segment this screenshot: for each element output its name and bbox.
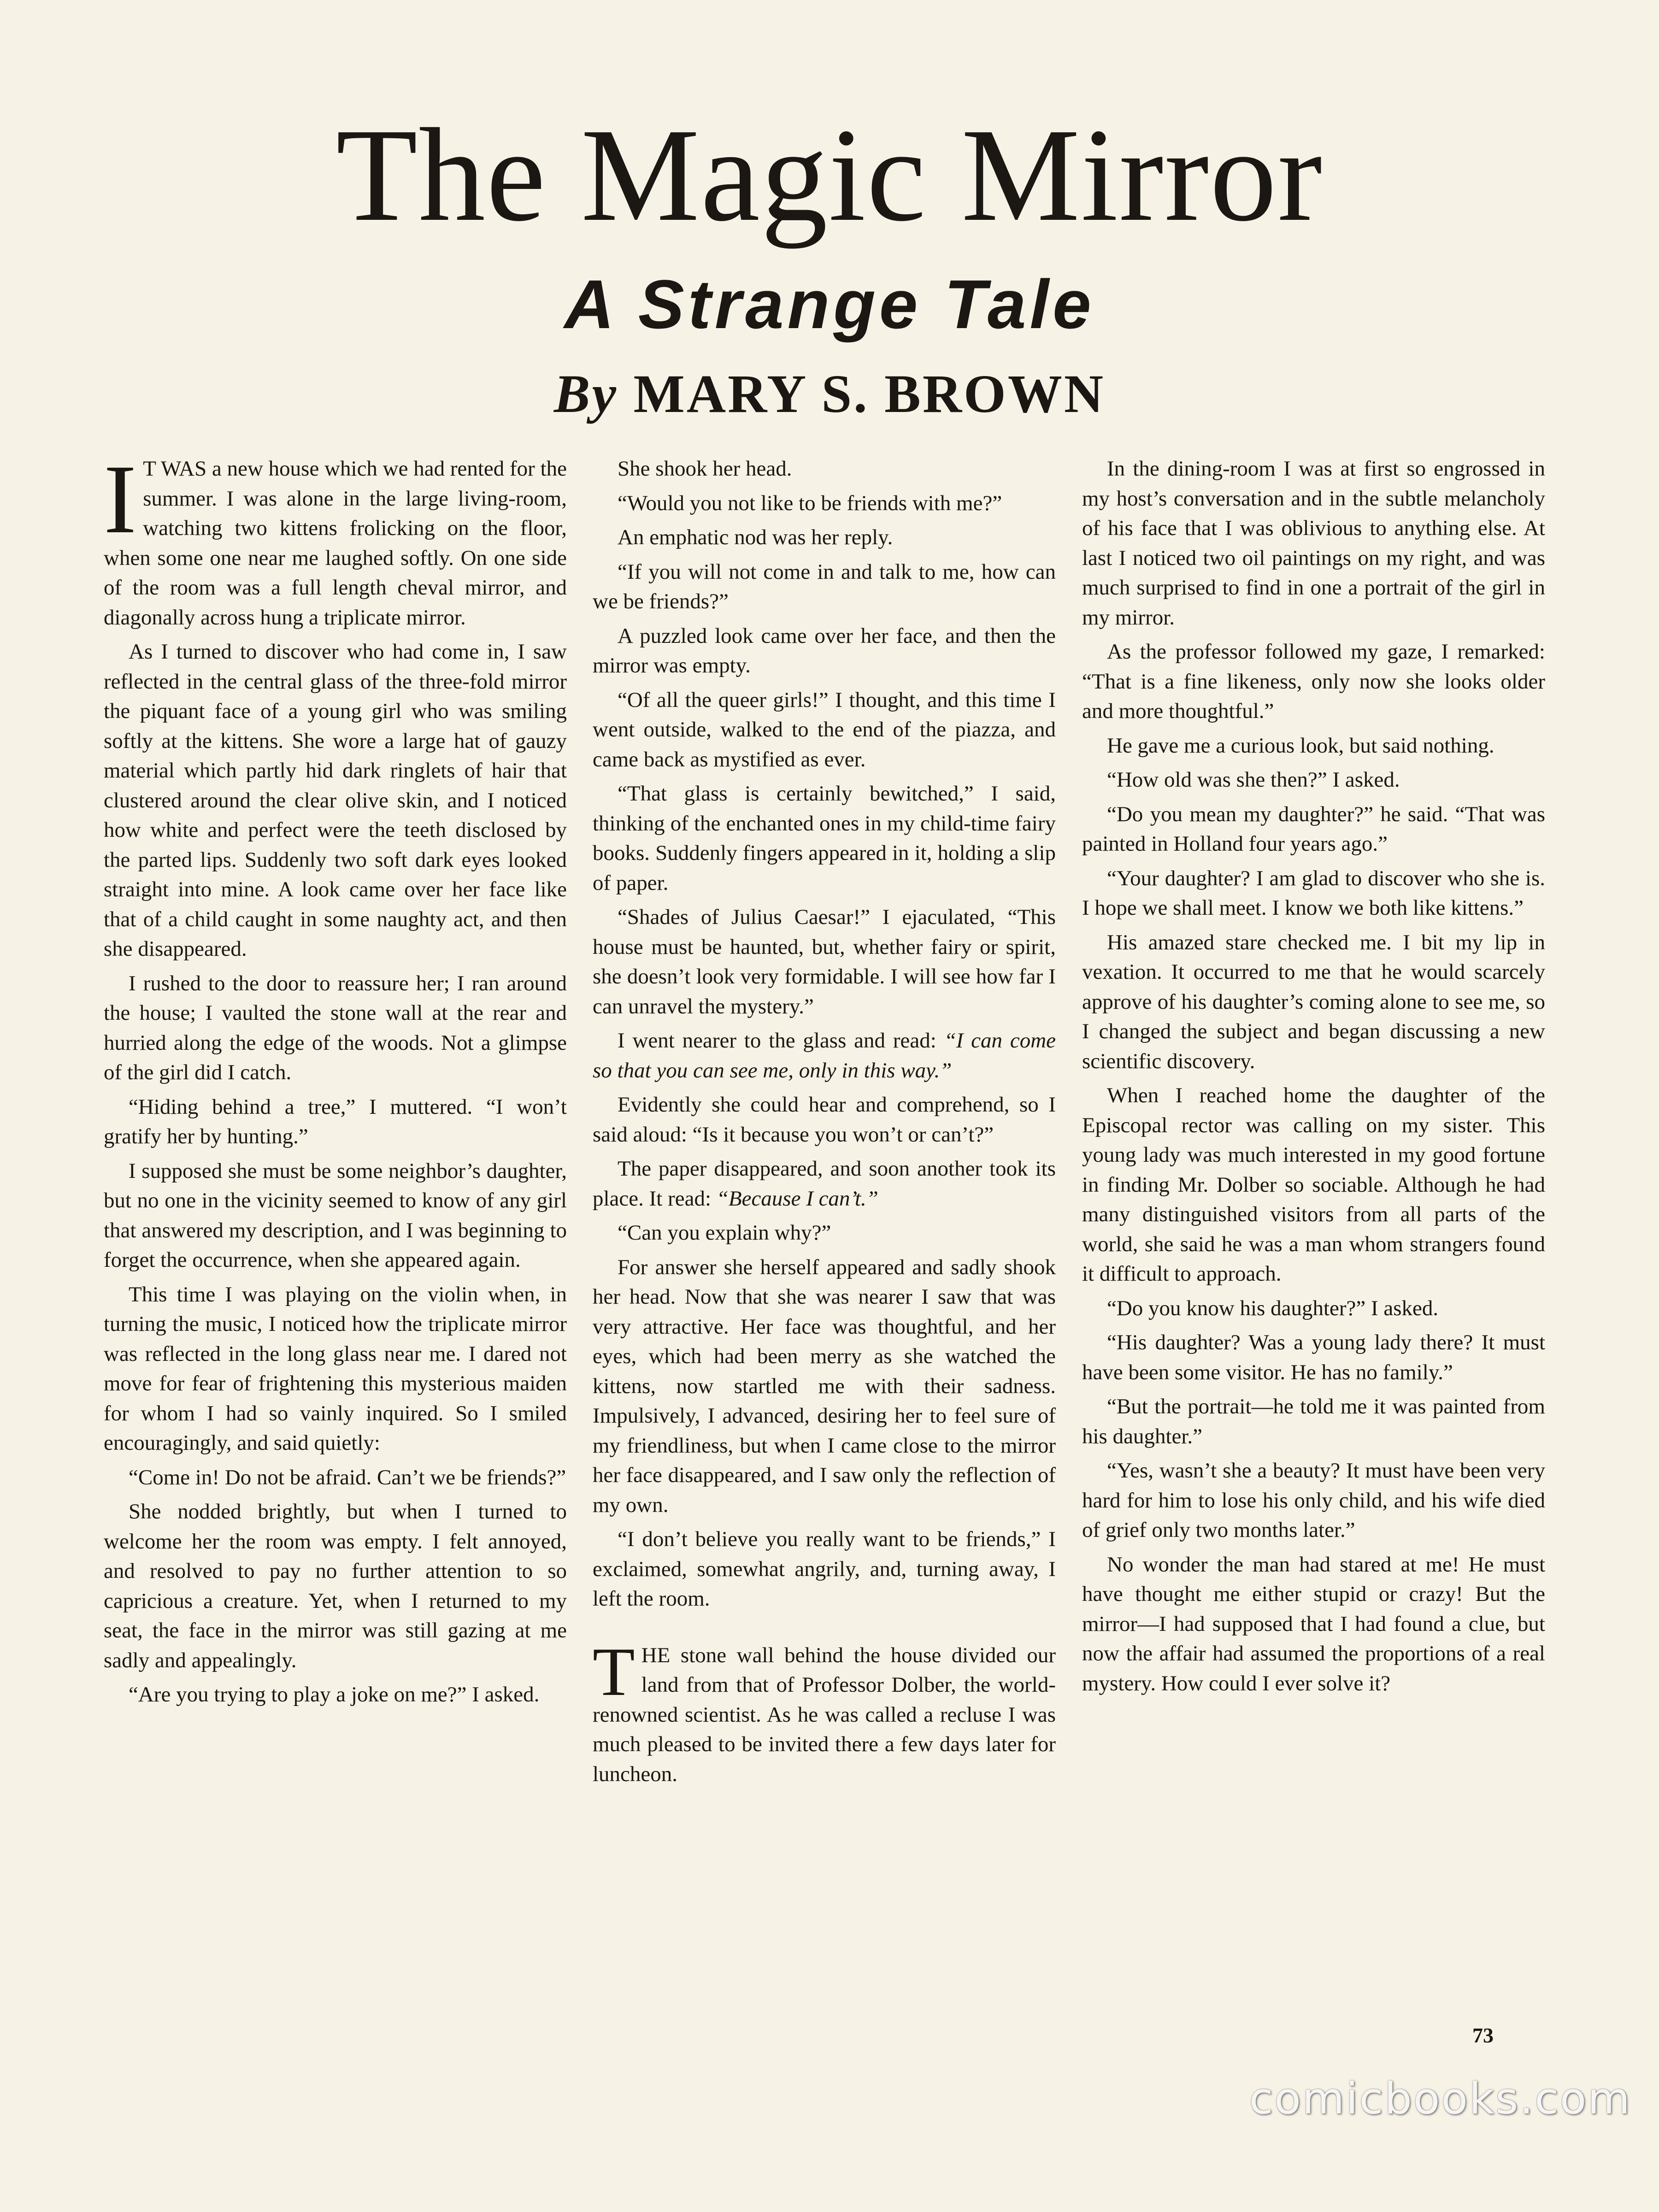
paragraph: “But the portrait—he told me it was painted from his daughter.” [1082,1394,1545,1448]
paragraph: “Are you trying to play a joke on me?” I asked. [129,1683,540,1706]
paragraph: THE stone wall behind the house divided our land from that of Professor Dolber, the world-renowned scientist. As he was called a recluse I was much pleased to be invited there a few days later for luncheon. [593,1633,1056,1786]
paragraph: As the professor followed my gaze, I remarked: “That is a fine likeness, only now she looks older and more thoughtful.” [1082,640,1545,723]
paragraph: I went nearer to the glass and read: “I can come so that you can see me, only in this way.” [593,1029,1056,1082]
paragraph: “Come in! Do not be afraid. Can’t we be friends?” [129,1465,566,1489]
paragraph: He gave me a curious look, but said nothing. [1107,733,1494,758]
italic-note: “Because I can’t.” [716,1186,878,1211]
paragraph: Evidently she could hear and comprehend, so I said aloud: “Is it because you won’t or can’t?” [593,1093,1056,1147]
story-subtitle: A Strange Tale [564,265,1095,343]
paragraph: “Hiding behind a tree,” I muttered. “I won’t gratify her by hunting.” [104,1094,567,1148]
byline [0,362,1659,426]
author-name: MARY S. BROWN [633,364,1106,424]
site-watermark: comicbooks.com [1249,2074,1631,2124]
paragraph: I T WAS a new house which we had rented for the summer. I was alone in the large living-room, watching two kittens frolicking on the floor, when some one near me laughed softly. On one side of the room was a full length cheval mirror, and diagonally across hung a triplicate mirror. [104,454,567,629]
paragraph: “Your daughter? I am glad to discover who she is. I hope we shall meet. I know we both like kittens.” [1082,866,1545,920]
paragraph: As I turned to discover who had come in, I saw reflected in the central glass of the three-fold mirror the piquant face of a young girl who was smiling softly at the kittens. She wore a large hat of gauzy material which partly hid dark ringlets of hair that clustered around the clear olive skin, and I noticed how white and perfect were the teeth disclosed by the parted lips. Suddenly two soft dark eyes looked straight into mine. A look came over her face like that of a child caught in some naughty act, and then she disappeared. [104,640,567,961]
paragraph: His amazed stare checked me. I bit my lip in vexation. It occurred to me that he would scarcely approve of his daughter’s coming alone to see me, so I changed the subject and began discussing a new scientific discovery. [1082,930,1545,1073]
story-title: The Magic Mirror [336,101,1323,249]
paragraph: “Do you mean my daughter?” he said. “That was painted in Holland four years ago.” [1082,802,1545,856]
paragraph: “Of all the queer girls!” I thought, and this time I went outside, walked to the end of the piazza, and came back as mystified as ever. [593,688,1056,771]
paragraph: A puzzled look came over her face, and then the mirror was empty. [593,624,1056,677]
paragraph: An emphatic nod was her reply. [618,525,893,549]
paragraph: “If you will not come in and talk to me, how can we be friends?” [593,559,1056,613]
paragraph: “His daughter? Was a young lady there? It must have been some visitor. He has no family.” [1082,1330,1545,1384]
text-column-1 [104,454,567,2076]
paragraph: “Yes, wasn’t she a beauty? It must have been very hard for him to lose his only child, and his wife died of grief only two months later.” [1082,1459,1545,1542]
italic-note: “I can come so that you can see me, only in this way.” [593,1029,1056,1082]
byline-prefix: By [553,364,618,424]
paragraph: This time I was playing on the violin when, in turning the music, I noticed how the triplicate mirror was reflected in the long glass near me. I dared not move for fear of frightening this mysterious maiden for whom I had so vainly inquired. So I smiled encouragingly, and said quietly: [104,1282,567,1455]
paragraph: “Can you explain why?” [618,1221,831,1245]
paragraph: I supposed she must be some neighbor’s daughter, but no one in the vicinity seemed to know of any girl that answered my description, and I was beginning to forget the occurrence, when she appeared again. [104,1159,567,1272]
paragraph: “That glass is certainly bewitched,” I said, thinking of the enchanted ones in my child-time fairy books. Suddenly fingers appeared in it, holding a slip of paper. [593,782,1056,895]
paragraph: The paper disappeared, and soon another took its place. It read: “Because I can’t.” [593,1157,1056,1211]
page-number: 73 [1472,2024,1494,2047]
paragraph: “Do you know his daughter?” I asked. [1107,1296,1439,1320]
paragraph: “I don’t believe you really want to be friends,” I exclaimed, somewhat angrily, and, turning away, I left the room. [593,1527,1056,1611]
drop-cap: T [593,1633,635,1710]
paragraph: “How old was she then?” I asked. [1107,768,1400,792]
paragraph: I rushed to the door to reassure her; I ran around the house; I vaulted the stone wall at the rear and hurried along the edge of the woods. Not a glimpse of the girl did I catch. [104,971,567,1084]
paragraph: “Would you not like to be friends with me?” [618,491,1002,515]
paragraph: She shook her head. [618,457,792,481]
drop-cap: I [104,454,137,554]
paragraph: For answer she herself appeared and sadly shook her head. Now that she was nearer I saw that was very attractive. Her face was thoughtful, and her eyes, which had been merry as she watched the kittens, now startled me with their sadness. Impulsively, I advanced, desiring her to feel sure of my friendliness, but when I came close to the mirror her face disappeared, and I saw only the reflection of my own. [593,1255,1056,1517]
paragraph: She nodded brightly, but when I turned to welcome her the room was empty. I felt annoyed, and resolved to pay no further attention to so capricious a creature. Yet, when I returned to my seat, the face in the mirror was still gazing at me sadly and appealingly. [104,1500,567,1672]
paragraph: When I reached home the daughter of the Episcopal rector was calling on my sister. This young lady was much interested in my good fortune in finding Mr. Dolber so sociable. Although he had many distinguished visitors from all parts of the world, she said he was a man whom strangers found it difficult to approach. [1082,1083,1545,1286]
paragraph: No wonder the man had stared at me! He must have thought me either stupid or crazy! But the mirror—I had supposed that I had found a clue, but now the affair had assumed the proportions of a real mystery. How could I ever solve it? [1082,1552,1545,1695]
text-column-2 [593,454,1056,2076]
paragraph: In the dining-room I was at first so engrossed in my host’s conversation and in the subtle melancholy of his face that I was oblivious to anything else. At last I noticed two oil paintings on my right, and was much surprised to find in one a portrait of the girl in my mirror. [1082,457,1545,629]
paragraph: “Shades of Julius Caesar!” I ejaculated, “This house must be haunted, but, whether fairy or spirit, she doesn’t look very formidable. I will see how far I can unravel the mystery.” [593,905,1056,1018]
text-column-3 [1082,454,1545,2076]
